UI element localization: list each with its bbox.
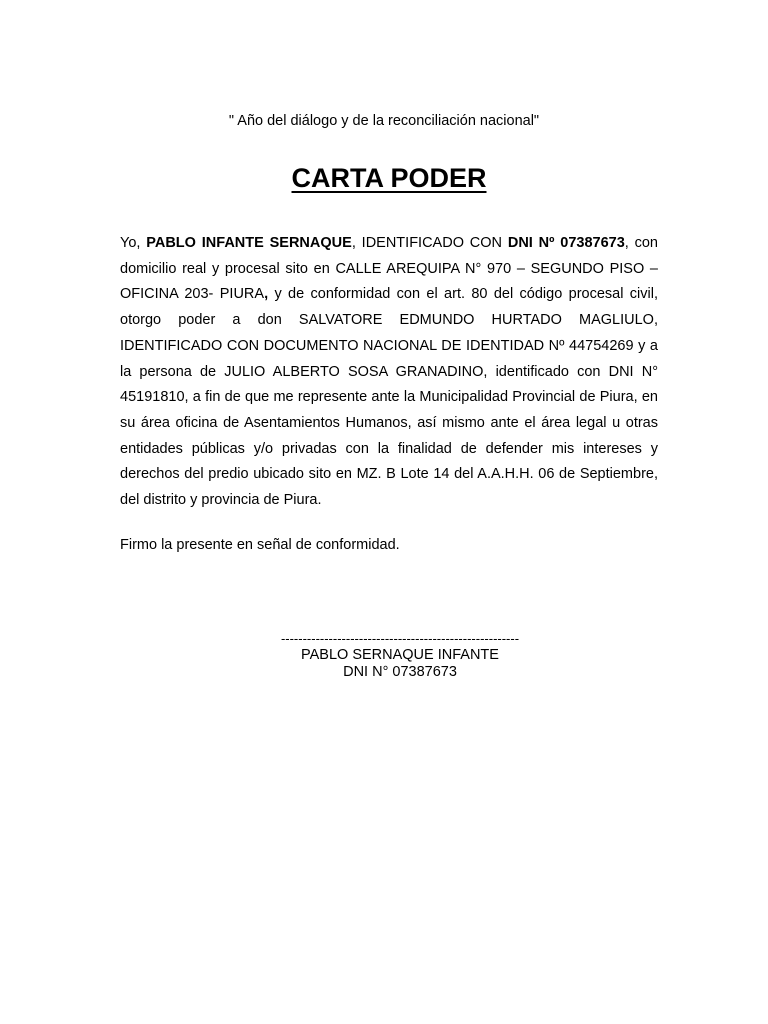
body-bold-comma: ,	[264, 286, 269, 303]
document-motto: " Año del diálogo y de la reconciliación nacional"	[228, 113, 540, 129]
grantor-name: PABLO INFANTE SERNAQUE	[146, 235, 352, 251]
body-intro: Yo,	[120, 235, 147, 251]
grantor-dni: DNI Nº 07387673	[507, 235, 625, 251]
document-title-text: CARTA PODER	[291, 163, 487, 193]
document-body	[120, 231, 658, 514]
closing-statement: Firmo la presente en señal de conformidad.	[120, 537, 400, 553]
signature-dni: DNI N° 07387673	[343, 664, 457, 680]
body-main: y de conformidad con el art. 80 del código procesal civil, otorgo poder a don SALVATORE EDMUNDO HURTADO MAGLIULO, IDENTIFICADO CON DOCUMENTO NACIONAL DE IDENTIDAD Nº 44754269 y a la persona de JULIO ALBERTO SOSA GRANADINO, identificado con DNI N° 45191810, a fin de que me represente ante la Municipalidad Provincial de Piura, en su área oficina de Asentamientos Humanos, así mismo ante el área legal u otras entidades públicas y/o privadas con la finalidad de defender mis intereses y derechos del predio ubicado sito en MZ. B Lote 14 del A.A.H.H. 06 de Septiembre, del distrito y provincia de Piura.	[120, 286, 658, 509]
document-title	[0, 160, 768, 196]
signature-block	[230, 631, 570, 681]
body-domicile: , con domicilio real y procesal sito en CALLE AREQUIPA N° 970 – SEGUNDO PISO – OFICINA 203- PIURA	[120, 235, 658, 303]
signature-line: -------------------------------------------------------	[280, 631, 520, 646]
signature-name: PABLO SERNAQUE INFANTE	[301, 647, 499, 663]
body-identified: , IDENTIFICADO CON	[351, 235, 508, 251]
